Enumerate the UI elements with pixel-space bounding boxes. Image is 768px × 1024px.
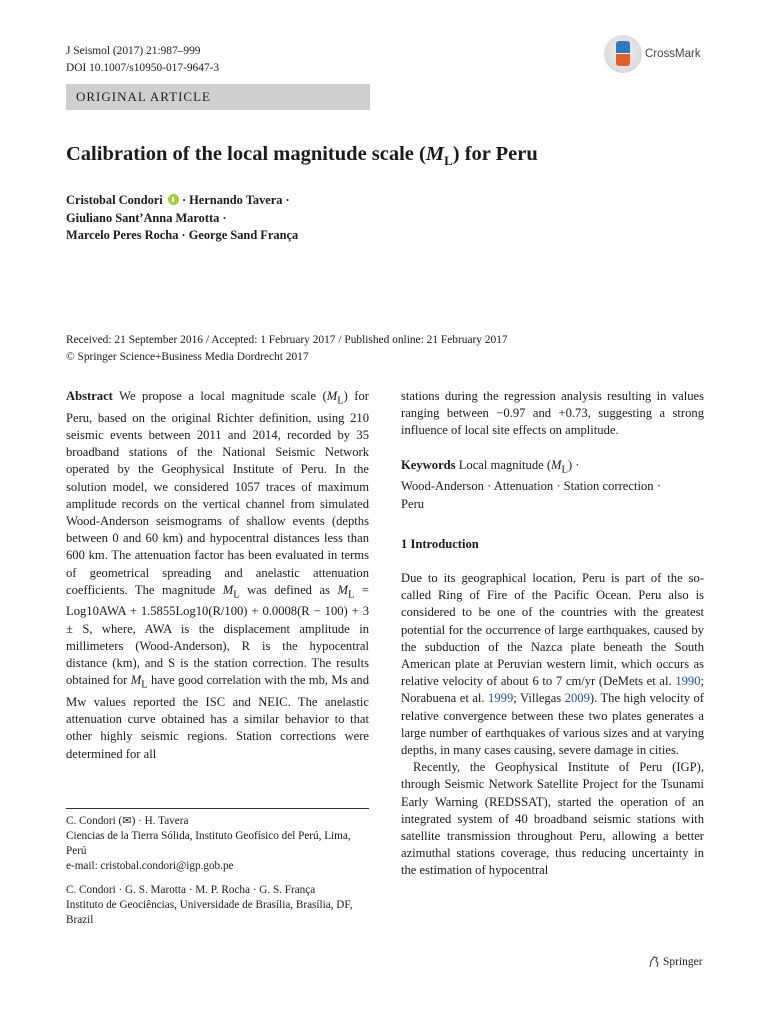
publisher-logo: Springer	[648, 955, 703, 968]
journal-meta	[66, 43, 219, 77]
section-heading-introduction: 1 Introduction	[401, 536, 479, 551]
journal-citation: J Seismol (2017) 21:987–999	[66, 45, 201, 57]
right-column	[401, 388, 704, 880]
intro-paragraph-2: Recently, the Geophysical Institute of Peru (IGP), through Seismic Network Satellite Project for the Tsunami Early Warning (REDSSAT), started the operation of an integrated system of 40 broadband seismic stations with satellite transmission throughout Peru, allowing a better azimuthal stations coverage, thus reducing uncertainty in the estimation of hypocentral	[401, 760, 704, 878]
abstract-column	[66, 388, 369, 763]
author-line: Giuliano Sant’Anna Marotta ·	[66, 210, 227, 225]
article-type-banner: ORIGINAL ARTICLE	[66, 84, 370, 110]
abstract-continued: stations during the regression analysis resulting in values ranging between −0.97 and +0.73, suggesting a strong influence of local site effects on amplitude.	[401, 389, 704, 438]
affiliations: C. Condori (✉) · H. Tavera Ciencias de la Tierra Sólida, Instituto Geofísico del Perú, Lima, Perú e-mail: cristobal.condori@igp.gob.pe C. Condori · G. S. Marotta · M. P. Rocha · G. S. França Instituto de Geociências, Universidade de Brasília, Brasília, DF, Brazil	[66, 814, 369, 928]
author-name[interactable]: Cristobal Condori	[66, 193, 163, 207]
citation-link[interactable]: 1999	[488, 691, 514, 706]
email-link[interactable]: e-mail: cristobal.condori@igp.gob.pe	[66, 860, 234, 872]
doi[interactable]: DOI 10.1007/s10950-017-9647-3	[66, 62, 220, 74]
author-line: Marcelo Peres Rocha · George Sand França	[66, 228, 299, 242]
abstract-text: Abstract We propose a local magnitude scale $(M_L)$ for Peru, based on the original Richter definition, using 210 seismic events between 2011 and 2014, recorded by 35 broadband stations of the National Seismic Network operated by the Geophysical Institute of Peru. In the solution model, we considered 1057 traces of maximum amplitude records on the vertical channel from simulated Wood-Anderson seismograms of shallow events (depths between 0 and 60 km) and hypocentral distances less than 600 km. The attenuation factor has been evaluated in terms of geometrical spreading and anelastic attenuation coefficients. The magnitude $M_L$ was defined as $M_L = Log10AWA + 1.5855Log10(R/100) + 0.0008(R - 100) + 3 \pm S$, where, AWA is the displacement amplitude in millimeters (Wood-Anderson), R is the hypocentral distance (km), and S is the station correction. The results obtained for $M_L$ have good correlation with the mb, Ms and Mw values reported the ISC and NEIC. The anelastic attenuation curve obtained has a similar behavior to that other highly seismic regions. Station corrections were determined for all	[66, 389, 369, 761]
springer-horse-icon	[648, 955, 660, 968]
citation-link[interactable]: 2009	[564, 691, 590, 706]
publication-dates: Received: 21 September 2016 / Accepted: 1 February 2017 / Published online: 21 February 2017 © Springer Science+Business Media Dordrecht 2017	[66, 332, 508, 366]
crossmark-logo[interactable]	[604, 34, 714, 74]
footnote-divider	[66, 808, 369, 809]
crossmark-icon	[604, 35, 642, 73]
citation-link[interactable]: 1990	[675, 674, 701, 689]
copyright: © Springer Science+Business Media Dordrecht 2017	[66, 351, 309, 363]
paper-title: Calibration of the local magnitude scale $(M_L)$ for Peru	[66, 143, 538, 169]
intro-paragraph-1: Due to its geographical location, Peru is part of the so-called Ring of Fire of the Pacific Ocean. Peru also is considered to be one of the countries with the greatest potential for the occurrence of large earthquakes, caused by the subduction of the Nazca plate beneath the South American plate at Peruvian western limit, which occurs as relative velocity of about 6 to 7 cm/yr (DeMets et al. 1990; Norabuena et al. 1999; Villegas 2009). The high velocity of relative convergence between these two plates generates a large number of earthquakes of various sizes and at varying depths, in many cases causing, severe damage in cities.	[401, 570, 704, 757]
orcid-icon[interactable]	[168, 194, 179, 205]
keywords: Keywords Local magnitude $(M_L)$ · Wood-Anderson · Attenuation · Station correction · Peru	[401, 457, 661, 511]
author-list: Cristobal Condori · Hernando Tavera · Giuliano Sant’Anna Marotta · Marcelo Peres Rocha · George Sand França	[66, 192, 298, 245]
crossmark-label: CrossMark	[645, 48, 701, 60]
